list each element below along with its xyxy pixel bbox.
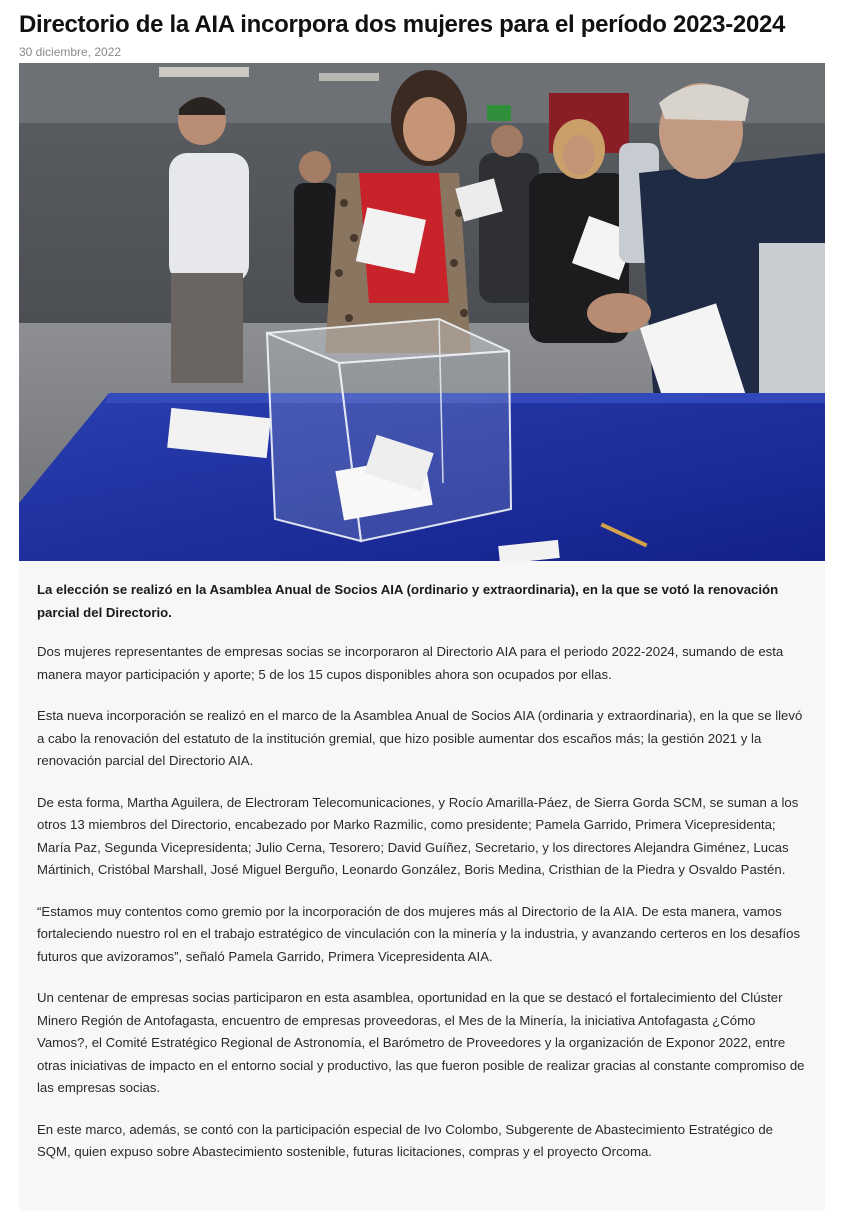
article-body — [19, 561, 825, 1211]
article-photo — [19, 63, 825, 561]
article-paragraph: En este marco, además, se contó con la participación especial de Ivo Colombo, Subgerente de Abastecimiento Estratégico de SQM, quien expuso sobre Abastecimiento sostenible, futuras licitaciones, compras y el proyecto Orcoma. — [37, 1121, 773, 1159]
article-paragraph: Esta nueva incorporación se realizó en el marco de la Asamblea Anual de Socios AIA (ordinaria y extraordinaria), en la que se llevó a cabo la renovación del estatuto de la institución gremial, que hizo posible aumentar dos escaños más; la gestión 2021 y la renovación parcial del Directorio AIA. — [37, 708, 803, 768]
article-paragraph: “Estamos muy contentos como gremio por la incorporación de dos mujeres más al Directorio de la AIA. De esta manera, vamos fortaleciendo nuestro rol en el trabajo estratégico de vinculación con la minería y la industria, y avanzando certeros en los desafíos futuros que avizoramos”, señaló Pamela Garrido, Primera Vicepresidenta AIA. — [37, 903, 801, 964]
article-date: 30 diciembre, 2022 — [19, 45, 122, 59]
voting-scene-image — [19, 63, 825, 561]
article-title: Directorio de la AIA incorpora dos mujeres para el período 2023-2024 — [19, 11, 786, 38]
article — [19, 10, 825, 1211]
article-paragraph: Dos mujeres representantes de empresas socias se incorporaron al Directorio AIA para el periodo 2022-2024, sumando de esta manera mayor participación y aporte; 5 de los 15 cupos disponibles ahora son ocupados por ellas. — [37, 644, 784, 682]
article-lead: La elección se realizó en la Asamblea Anual de Socios AIA (ordinario y extraordinaria), en la que se votó la renovación parcial del Directorio. — [37, 582, 779, 620]
article-paragraph: Un centenar de empresas socias participaron en esta asamblea, oportunidad en la que se destacó el fortalecimiento del Clúster Minero Región de Antofagasta, encuentro de empresas proveedoras, el Mes de la Minería, la iniciativa Antofagasta ¿Cómo Vamos?, el Comité Estratégico Regional de Astronomía, el Barómetro de Proveedores y la organización de Exponor 2022, entre otras iniciativas de impacto en el entorno social y productivo, las que fueron posible de realizar gracias al constante compromiso de las empresas socias. — [37, 990, 805, 1095]
article-paragraph: De esta forma, Martha Aguilera, de Electroram Telecomunicaciones, y Rocío Amarilla-Páez, de Sierra Gorda SCM, se suman a los otros 13 miembros del Directorio, encabezado por Marko Razmilic, como presidente; Pamela Garrido, Primera Vicepresidenta; María Paz, Segunda Vicepresidenta; Julio Cerna, Tesorero; David Guíñez, Secretario, y los directores Alejandra Giménez, Lucas Mártinich, Cristóbal Marshall, José Miguel Berguño, Leonardo González, Boris Medina, Cristhian de la Piedra y Osvaldo Pastén. — [37, 794, 799, 877]
